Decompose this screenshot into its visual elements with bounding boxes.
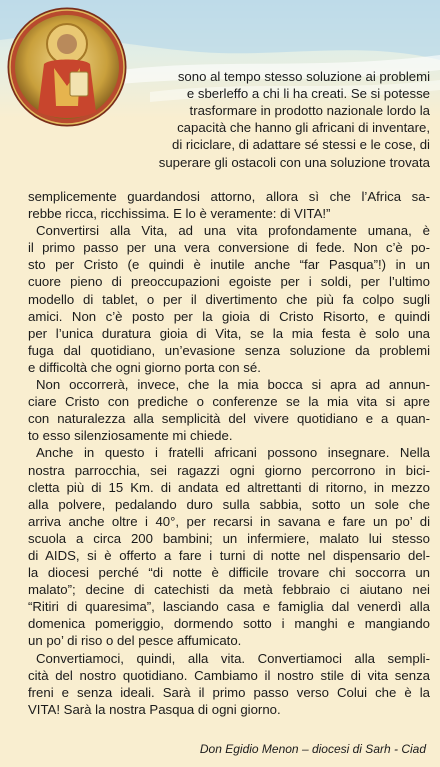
christ-pantocrator-medallion bbox=[6, 6, 128, 128]
body-line: ciare Cristo con prediche o conferenze se la mia vita si apre bbox=[28, 394, 430, 410]
body-line: VITA! Sarà la nostra Pasqua di ogni giorno. bbox=[28, 701, 281, 717]
body-line: modello di tablet, o per il divertimento che più fa colpo sugli bbox=[28, 291, 430, 307]
body-line: il primo passo per una vera conversione di fede. Non c’è po- bbox=[28, 240, 430, 256]
body-line: domenica pomeriggio, dormendo sotto i manghi e mangiando bbox=[28, 616, 430, 632]
body-line: “Ritiri di quaresima”, lasciando casa e famiglia dal venerdì alla bbox=[28, 599, 430, 615]
body-line: Non occorrerà, invece, che la mia bocca si apra ad annun- bbox=[36, 377, 430, 393]
intro-line: sono al tempo stesso soluzione ai problemi bbox=[177, 69, 430, 84]
body-line: e difficoltà che ogni giorno porta con sé. bbox=[28, 359, 261, 375]
article-body bbox=[28, 188, 430, 718]
body-line: semplicemente guardandosi attorno, allora sì che l’Africa sa- bbox=[28, 189, 430, 204]
body-line: Convertiamoci, quindi, alla vita. Convertiamoci alla sempli- bbox=[36, 650, 430, 666]
intro-line: e sberleffo a chi li ha creati. Se si potesse bbox=[186, 86, 430, 102]
intro-line: di riciclare, di adattare sé stessi e le cose, di bbox=[171, 137, 430, 153]
intro-line: capacità che hanno gli africani di inventare, bbox=[177, 120, 430, 136]
body-line: con naturalezza alla semplicità del vivere quotidiano e a quan- bbox=[28, 411, 430, 427]
body-line: cuore pieno di preoccupazioni egoiste per i soldi, per l’ultimo bbox=[28, 274, 430, 290]
body-line: malato”; decine di catechisti da metà febbraio ci aiutano nei bbox=[28, 582, 430, 598]
body-line: Anche in questo i fratelli africani possono insegnare. Nella bbox=[36, 445, 430, 461]
intro-line: trasformare in prodotto nazionale lordo la bbox=[189, 103, 430, 119]
body-line: di AIDS, si è offerto a fare i turni di notte nel dispensario del- bbox=[28, 547, 430, 563]
signature: Don Egidio Menon – diocesi di Sarh - Ciad bbox=[199, 742, 426, 756]
body-line: un po’ di riso o del pesce affumicato. bbox=[28, 633, 242, 649]
body-line: alla polvere, pedalando duro sulla sabbia, sotto un sole che bbox=[28, 496, 430, 512]
body-line: cletta più di 15 Km. di andata ed altrettanti di ritorno, in mezzo bbox=[28, 479, 430, 495]
body-line: la diocesi perché “di notte è difficile trovare chi soccorra un bbox=[28, 565, 430, 581]
body-line: amici. Non c’è posto per la gioia di Cristo Risorto, e quindi bbox=[28, 308, 430, 324]
body-line: arriva anche oltre i 40°, per recarsi in savana e fare un po’ di bbox=[28, 513, 430, 529]
body-line: sto per Cristo (e quindi è inutile anche “far Pasqua”!) in un bbox=[28, 257, 430, 273]
body-line: rebbe ricca, ricchissima. E lo è veramente: di VITA!” bbox=[28, 206, 331, 222]
body-line: to esso silenziosamente mi chiede. bbox=[28, 428, 233, 444]
body-line: nostra parrocchia, sei ragazzi ogni giorno percorrono in bici- bbox=[28, 462, 430, 478]
intro-line: superare gli ostacoli con una soluzione trovata bbox=[158, 154, 430, 170]
body-line: per l’unica duratura gioia di Vita, se la mia festa è solo una bbox=[28, 325, 430, 341]
body-line: Convertirsi alla Vita, ad una vita profondamente umana, è bbox=[36, 223, 430, 239]
body-line: fuga dal quotidiano, un’evasione senza soluzione da problemi bbox=[28, 342, 430, 358]
body-line: freni e senza ideali. Sarà il primo passo verso Colui che è la bbox=[28, 684, 430, 700]
body-line: scuola a circa 200 bambini; un infermiere, malato lui stesso bbox=[28, 530, 430, 546]
body-line: cità del nostro quotidiano. Cambiamo il nostro stile di vita senza bbox=[28, 667, 430, 683]
